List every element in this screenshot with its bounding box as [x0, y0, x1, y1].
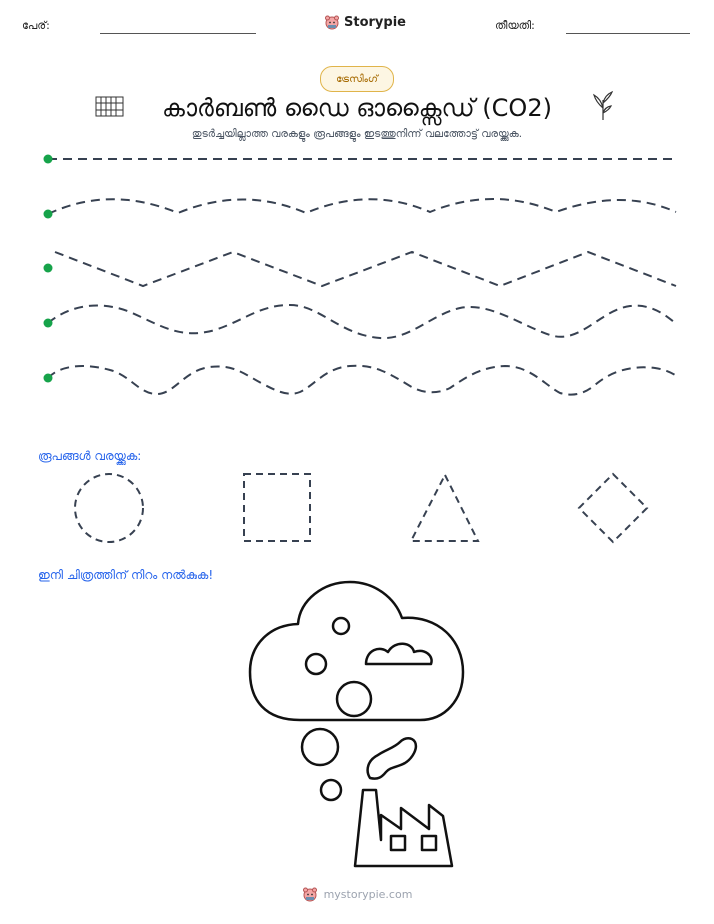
trace-square[interactable] [244, 474, 310, 541]
tracing-line-wave-1[interactable] [48, 199, 676, 214]
start-dot [44, 155, 53, 164]
name-label: പേര്: [22, 19, 50, 32]
factory-window [422, 836, 436, 850]
tracing-line-bumps[interactable] [48, 366, 677, 395]
instructions: തുടർച്ചയില്ലാത്ത വരകളും രൂപങ്ങളും ഇടത്തുനിന്ന് വലത്തോട്ട് വരയ്ക്കുക. [191, 128, 523, 140]
grid-icon [96, 97, 123, 116]
shapes-section-label: രൂപങ്ങൾ വരയ്ക്കുക: [38, 449, 142, 463]
footer-link[interactable]: mystorypie.com [323, 887, 413, 901]
bubble [302, 729, 338, 765]
sprout-icon [594, 92, 612, 120]
bubble [321, 780, 341, 800]
storypie-logo-icon [302, 886, 318, 902]
coloring-section-label: ഇനി ചിത്രത്തിന് നിറം നൽകുക! [38, 568, 214, 582]
tracing-line-wave-2[interactable] [48, 305, 677, 338]
bubble [306, 654, 326, 674]
logo-text: Storypie [344, 14, 406, 30]
cloud-outline [250, 582, 463, 720]
trace-circle[interactable] [75, 474, 143, 542]
small-cloud [366, 644, 432, 664]
bubble [333, 618, 349, 634]
date-label: തീയതി: [495, 19, 535, 32]
co2-factory-illustration[interactable] [250, 582, 463, 866]
tracing-badge: ട്രേസിംഗ് [320, 66, 394, 92]
bubble [337, 682, 371, 716]
trace-triangle[interactable] [411, 475, 478, 541]
factory-window [391, 836, 405, 850]
smoke-puff [368, 738, 416, 778]
start-dot [44, 264, 53, 273]
tracing-line-zigzag[interactable] [55, 252, 676, 286]
footer [0, 886, 714, 902]
factory-outline [355, 790, 452, 866]
start-dot [44, 210, 53, 219]
start-dot [44, 374, 53, 383]
trace-diamond[interactable] [579, 474, 647, 542]
start-dot [44, 319, 53, 328]
page-title: കാർബൺ ഡൈ ഓക്സൈഡ് (CO2) [162, 94, 552, 122]
